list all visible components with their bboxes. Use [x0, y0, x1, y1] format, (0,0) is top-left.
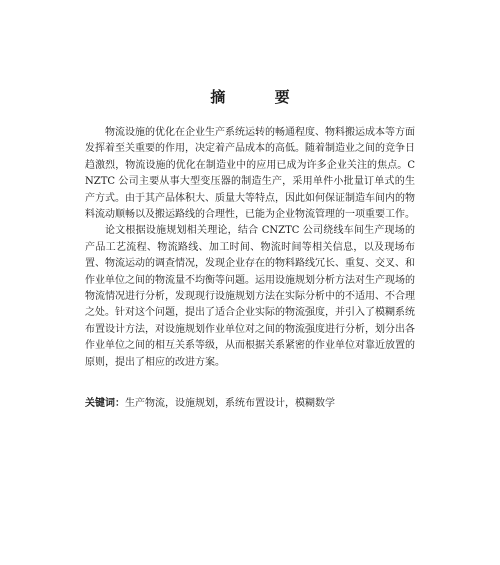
- keywords-line: [85, 396, 415, 412]
- abstract-body: [85, 125, 415, 371]
- abstract-paragraph-2: 论文根据设施规划相关理论，结合 CNZTC 公司绕线车间生产现场的产品工艺流程、物流路线、加工时间、物流时间等相关信息，以及现场布置、物流运动的调查情况，发现企业存在的物料路线冗长、重复、交叉、和作业单位之间的物流量不均衡等问题。运用设施规划分析方法对生产现场的物流情况进行分析，发现现行设施规划方法在实际分析中的不适用、不合理之处。针对这个问题，提出了适合企业实际的物流强度，并引入了模糊系统布置设计方法，对设施规划作业单位对之间的物流强度进行分析，划分出各作业单位之间的相互关系等级，从而根据关系紧密的作业单位对靠近放置的原则，提出了相应的改进方案。: [85, 225, 415, 368]
- keywords-label: 关键词：: [85, 398, 125, 409]
- keywords-value: 生产物流，设施规划，系统布置设计，模糊数学: [125, 398, 335, 409]
- abstract-paragraph-1: 物流设施的优化在企业生产系统运转的畅通程度、物料搬运成本等方面发挥着至关重要的作用，决定着产品成本的高低。随着制造业之间的竞争日趋激烈，物流设施的优化在制造业中的应用已成为许多企业关注的焦点。CNZTC 公司主要从事大型变压器的制造生产，采用单件小批量订单式的生产方式。由于其产品体积大、质量大等特点，因此如何保证制造车间内的物料流动顺畅以及搬运路线的合理性，已能为企业物流管理的一项重要工作。: [85, 127, 415, 221]
- abstract-title: 摘 要: [210, 88, 312, 106]
